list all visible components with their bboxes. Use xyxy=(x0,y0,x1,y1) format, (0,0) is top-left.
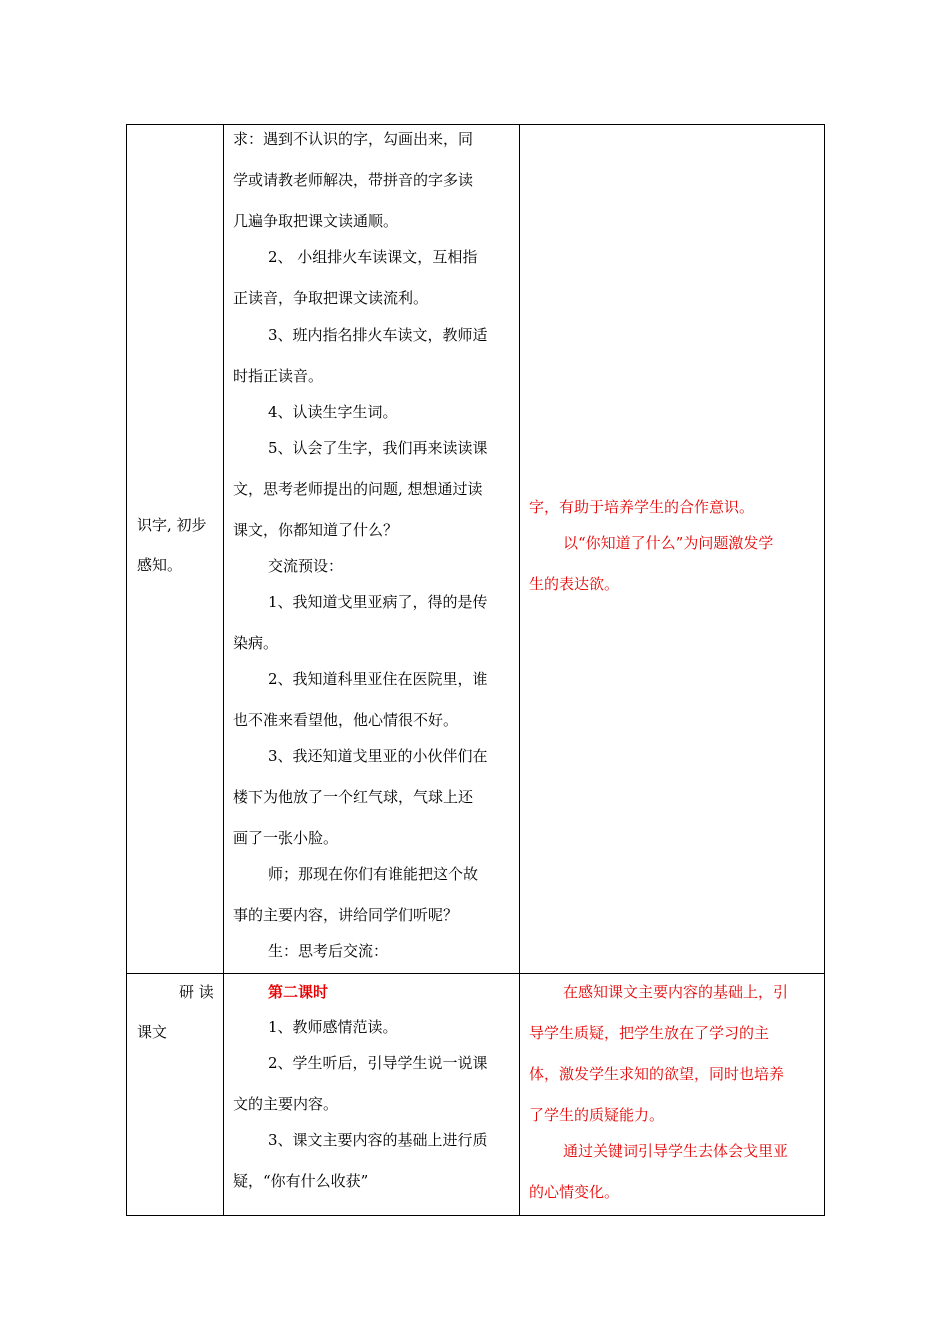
process-text-line: 交流预设： xyxy=(268,557,344,575)
process-text-line: 求：遇到不认识的字，勾画出来，同 xyxy=(233,130,474,148)
process-text-line: 3、班内指名排火车读文，教师适 xyxy=(268,326,488,344)
intent-text-line: 通过关键词引导学生去体会戈里亚 xyxy=(563,1142,789,1160)
intent-text-line: 了学生的质疑能力。 xyxy=(529,1106,665,1124)
process-text-line: 文，思考老师提出的问题, 想想通过读 xyxy=(233,480,483,498)
column-divider-2 xyxy=(519,125,520,1215)
process-text-line: 正读音，争取把课文读流利。 xyxy=(233,289,429,307)
process-text-line: 1、我知道戈里亚病了，得的是传 xyxy=(268,593,488,611)
intent-text-line: 字，有助于培养学生的合作意识。 xyxy=(529,498,755,516)
process-text-line: 2、学生听后，引导学生说一说课 xyxy=(268,1054,488,1072)
process-text-line: 疑，“你有什么收获” xyxy=(233,1172,369,1190)
intent-text-line: 的心情变化。 xyxy=(529,1183,620,1201)
stage-label-line: 课文 xyxy=(137,1023,168,1041)
process-text-line: 楼下为他放了一个红气球，气球上还 xyxy=(233,788,474,806)
process-text-line: 事的主要内容，讲给同学们听呢？ xyxy=(233,906,459,924)
stage-label-line: 研 读 xyxy=(179,983,214,1001)
process-text-line: 画了一张小脸。 xyxy=(233,829,339,847)
row-divider xyxy=(127,973,824,974)
lesson-plan-table xyxy=(126,124,825,1216)
process-text-line: 1、教师感情范读。 xyxy=(268,1018,398,1036)
process-text-line: 时指正读音。 xyxy=(233,367,324,385)
stage-label-line: 感知。 xyxy=(137,556,183,574)
process-text-line: 3、课文主要内容的基础上进行质 xyxy=(268,1131,488,1149)
intent-text-line: 体，激发学生求知的欲望，同时也培养 xyxy=(529,1065,785,1083)
stage-label-line: 识字, 初步 xyxy=(137,516,207,534)
intent-text-line: 在感知课文主要内容的基础上，引 xyxy=(563,983,789,1001)
intent-text-line: 以“你知道了什么”为问题激发学 xyxy=(563,534,774,552)
intent-text-line: 生的表达欲。 xyxy=(529,575,620,593)
column-divider-1 xyxy=(223,125,224,1215)
process-text-line: 课文，你都知道了什么？ xyxy=(233,521,399,539)
process-text-line: 2、 小组排火车读课文，互相指 xyxy=(268,248,478,266)
process-text-line: 3、我还知道戈里亚的小伙伴们在 xyxy=(268,747,488,765)
process-text-line: 生：思考后交流： xyxy=(268,942,389,960)
process-text-line: 师；那现在你们有谁能把这个故 xyxy=(268,865,479,883)
process-text-line: 染病。 xyxy=(233,634,279,652)
process-text-line: 也不准来看望他，他心情很不好。 xyxy=(233,711,459,729)
process-text-line: 文的主要内容。 xyxy=(233,1095,339,1113)
process-text-line: 4、认读生字生词。 xyxy=(268,403,398,421)
lesson-heading: 第二课时 xyxy=(268,983,329,1001)
process-text-line: 2、我知道科里亚住在医院里，谁 xyxy=(268,670,488,688)
process-text-line: 学或请教老师解决，带拼音的字多读 xyxy=(233,171,474,189)
process-text-line: 5、认会了生字，我们再来读读课 xyxy=(268,439,488,457)
intent-text-line: 导学生质疑，把学生放在了学习的主 xyxy=(529,1024,770,1042)
process-text-line: 几遍争取把课文读通顺。 xyxy=(233,212,399,230)
